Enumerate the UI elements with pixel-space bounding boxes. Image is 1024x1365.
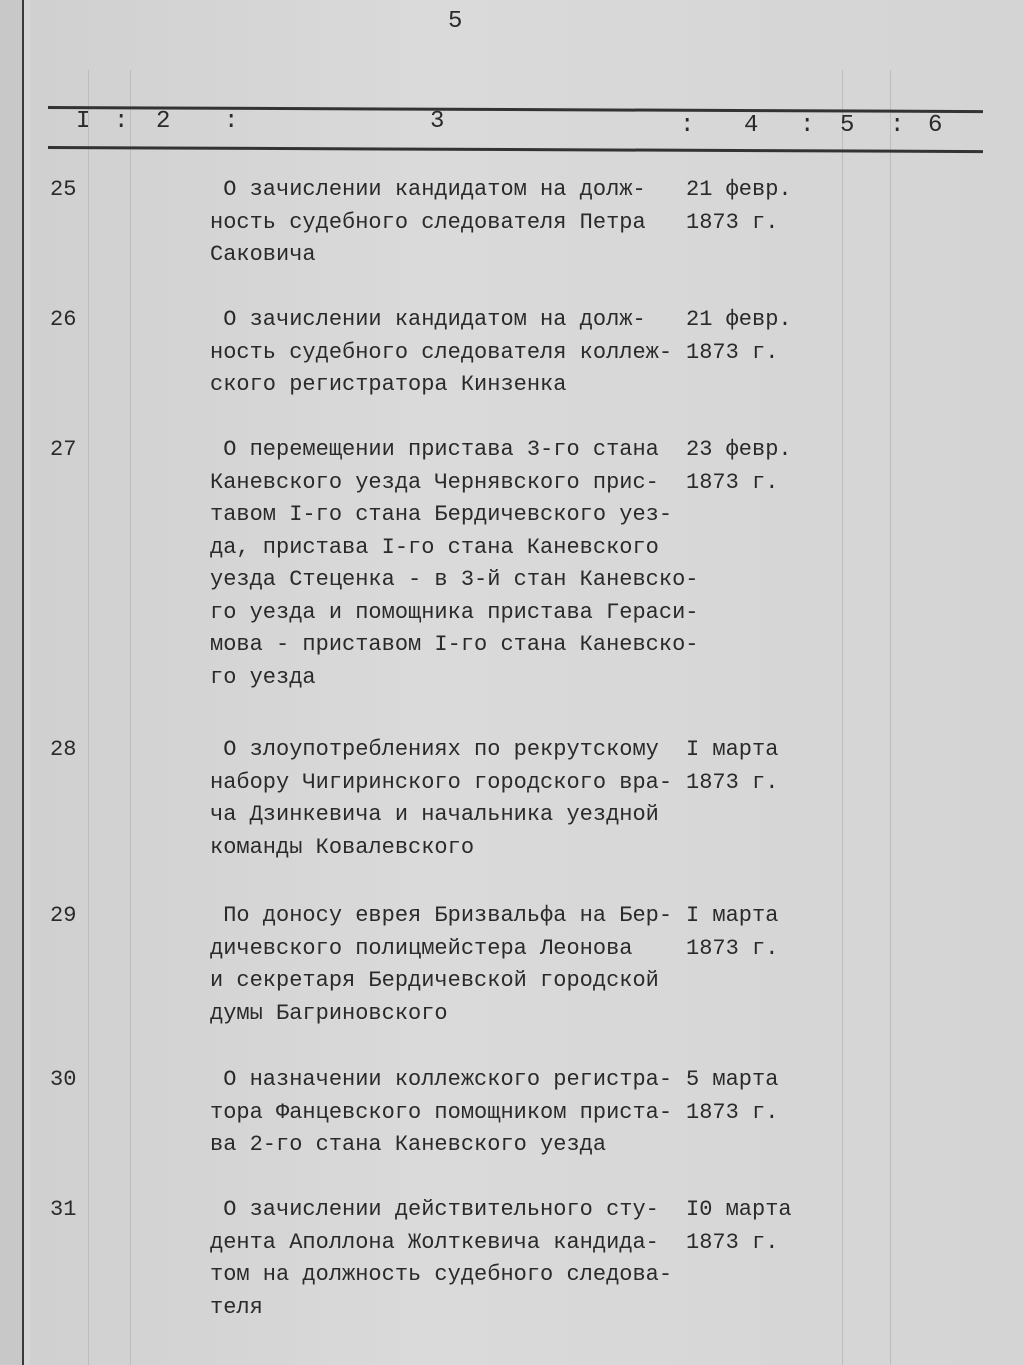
column-divider (890, 70, 891, 1365)
entry-title (210, 734, 672, 864)
entry-title-line: ча Дзинкевича и начальника уездной (210, 802, 659, 827)
column-divider (842, 70, 843, 1365)
entry-title-line: дента Аполлона Жолткевича кандида- (210, 1229, 659, 1255)
entry-date (686, 434, 792, 499)
header-sep: : (114, 108, 129, 135)
entry-date-line: 5 марта (686, 1067, 779, 1092)
header-sep: : (800, 112, 815, 139)
entry-title-line: О злоупотреблениях по рекрутскому (210, 737, 659, 762)
entry-title-line: ского регистратора Кинзенка (210, 372, 567, 397)
entry-title (210, 434, 698, 694)
entry-title-line: и секретаря Бердичевской городской (210, 968, 659, 993)
entry-title-line: ность судебного следователя Петра (210, 209, 646, 235)
entry-title (210, 900, 672, 1030)
column-divider (130, 70, 131, 1365)
column-divider (88, 70, 89, 1365)
entry-title-line: набору Чигиринского городского вра- (210, 769, 673, 795)
entry-date-line: 1873 г. (686, 209, 779, 235)
entry-number: 29 (50, 903, 77, 928)
entry-number: 30 (50, 1067, 77, 1092)
entry-date-line: 1873 г. (686, 769, 779, 795)
entry-date (686, 734, 778, 799)
entry-date-line: 21 февр. (686, 307, 792, 332)
entry-title (210, 1194, 672, 1324)
entry-title-line: О зачислении действительного сту- (210, 1197, 659, 1222)
entry-date (686, 1064, 778, 1129)
entry-title-line: ва 2-го стана Каневского уезда (210, 1132, 607, 1157)
entry-number: 25 (50, 177, 77, 202)
entry-title-line: го уезда и помощника пристава Гераси- (210, 599, 699, 625)
entry-date-line: 1873 г. (686, 1229, 779, 1255)
entry-title (210, 304, 672, 402)
entry-date-line: 1873 г. (686, 935, 779, 961)
header-col-1: I (76, 108, 91, 135)
header-col-2: 2 (156, 108, 171, 135)
entry-title-line: О назначении коллежского регистра- (210, 1067, 673, 1092)
entry-date (686, 304, 792, 369)
entry-title-line: думы Багриновского (210, 1000, 448, 1026)
entry-date (686, 1194, 792, 1259)
entry-date (686, 900, 778, 965)
entry-date-line: 1873 г. (686, 1099, 779, 1125)
binding-edge (0, 0, 24, 1365)
entry-title-line: Саковича (210, 242, 316, 267)
entry-title-line: По доносу еврея Бризвальфа на Бер- (210, 903, 673, 928)
header-col-4: 4 (744, 112, 759, 139)
entry-title-line: тора Фанцевского помощником приста- (210, 1099, 673, 1125)
entry-date-line: 1873 г. (686, 469, 779, 495)
entry-date-line: 23 февр. (686, 437, 792, 462)
header-sep: : (680, 112, 695, 139)
entry-date-line: I0 марта (686, 1197, 792, 1222)
entry-title-line: том на должность судебного следова- (210, 1262, 673, 1287)
entry-title-line: тавом I-го стана Бердичевского уез- (210, 502, 673, 527)
entry-title-line: уезда Стеценка - в 3-й стан Каневско- (210, 567, 699, 592)
entry-number: 31 (50, 1197, 77, 1222)
entry-title-line: О зачислении кандидатом на долж- (210, 177, 646, 202)
entry-date-line: I марта (686, 903, 779, 928)
entry-date-line: 1873 г. (686, 339, 779, 365)
entry-number: 26 (50, 307, 77, 332)
header-sep: : (890, 112, 905, 139)
header-col-5: 5 (840, 112, 855, 139)
entry-title-line: теля (210, 1294, 263, 1320)
entry-title (210, 174, 646, 272)
entry-title-line: Каневского уезда Чернявского прис- (210, 469, 659, 495)
entry-number: 28 (50, 737, 77, 762)
page-number: 5 (448, 8, 463, 35)
entry-title-line: да, пристава I-го стана Каневского (210, 534, 659, 560)
entry-title-line: ность судебного следователя коллеж- (210, 339, 673, 365)
entry-title-line: О перемещении пристава 3-го стана (210, 437, 659, 462)
entry-title-line: О зачислении кандидатом на долж- (210, 307, 646, 332)
entry-title-line: команды Ковалевского (210, 834, 475, 860)
entry-number: 27 (50, 437, 77, 462)
entry-title-line: дичевского полицмейстера Леонова (210, 935, 633, 961)
header-col-3: 3 (430, 108, 445, 135)
entry-title-line: го уезда (210, 664, 316, 690)
header-col-6: 6 (928, 112, 943, 139)
entry-date (686, 174, 792, 239)
header-sep: : (224, 108, 239, 135)
entry-date-line: 21 февр. (686, 177, 792, 202)
entry-title (210, 1064, 672, 1162)
entry-date-line: I марта (686, 737, 779, 762)
entry-title-line: мова - приставом I-го стана Каневско- (210, 632, 699, 657)
